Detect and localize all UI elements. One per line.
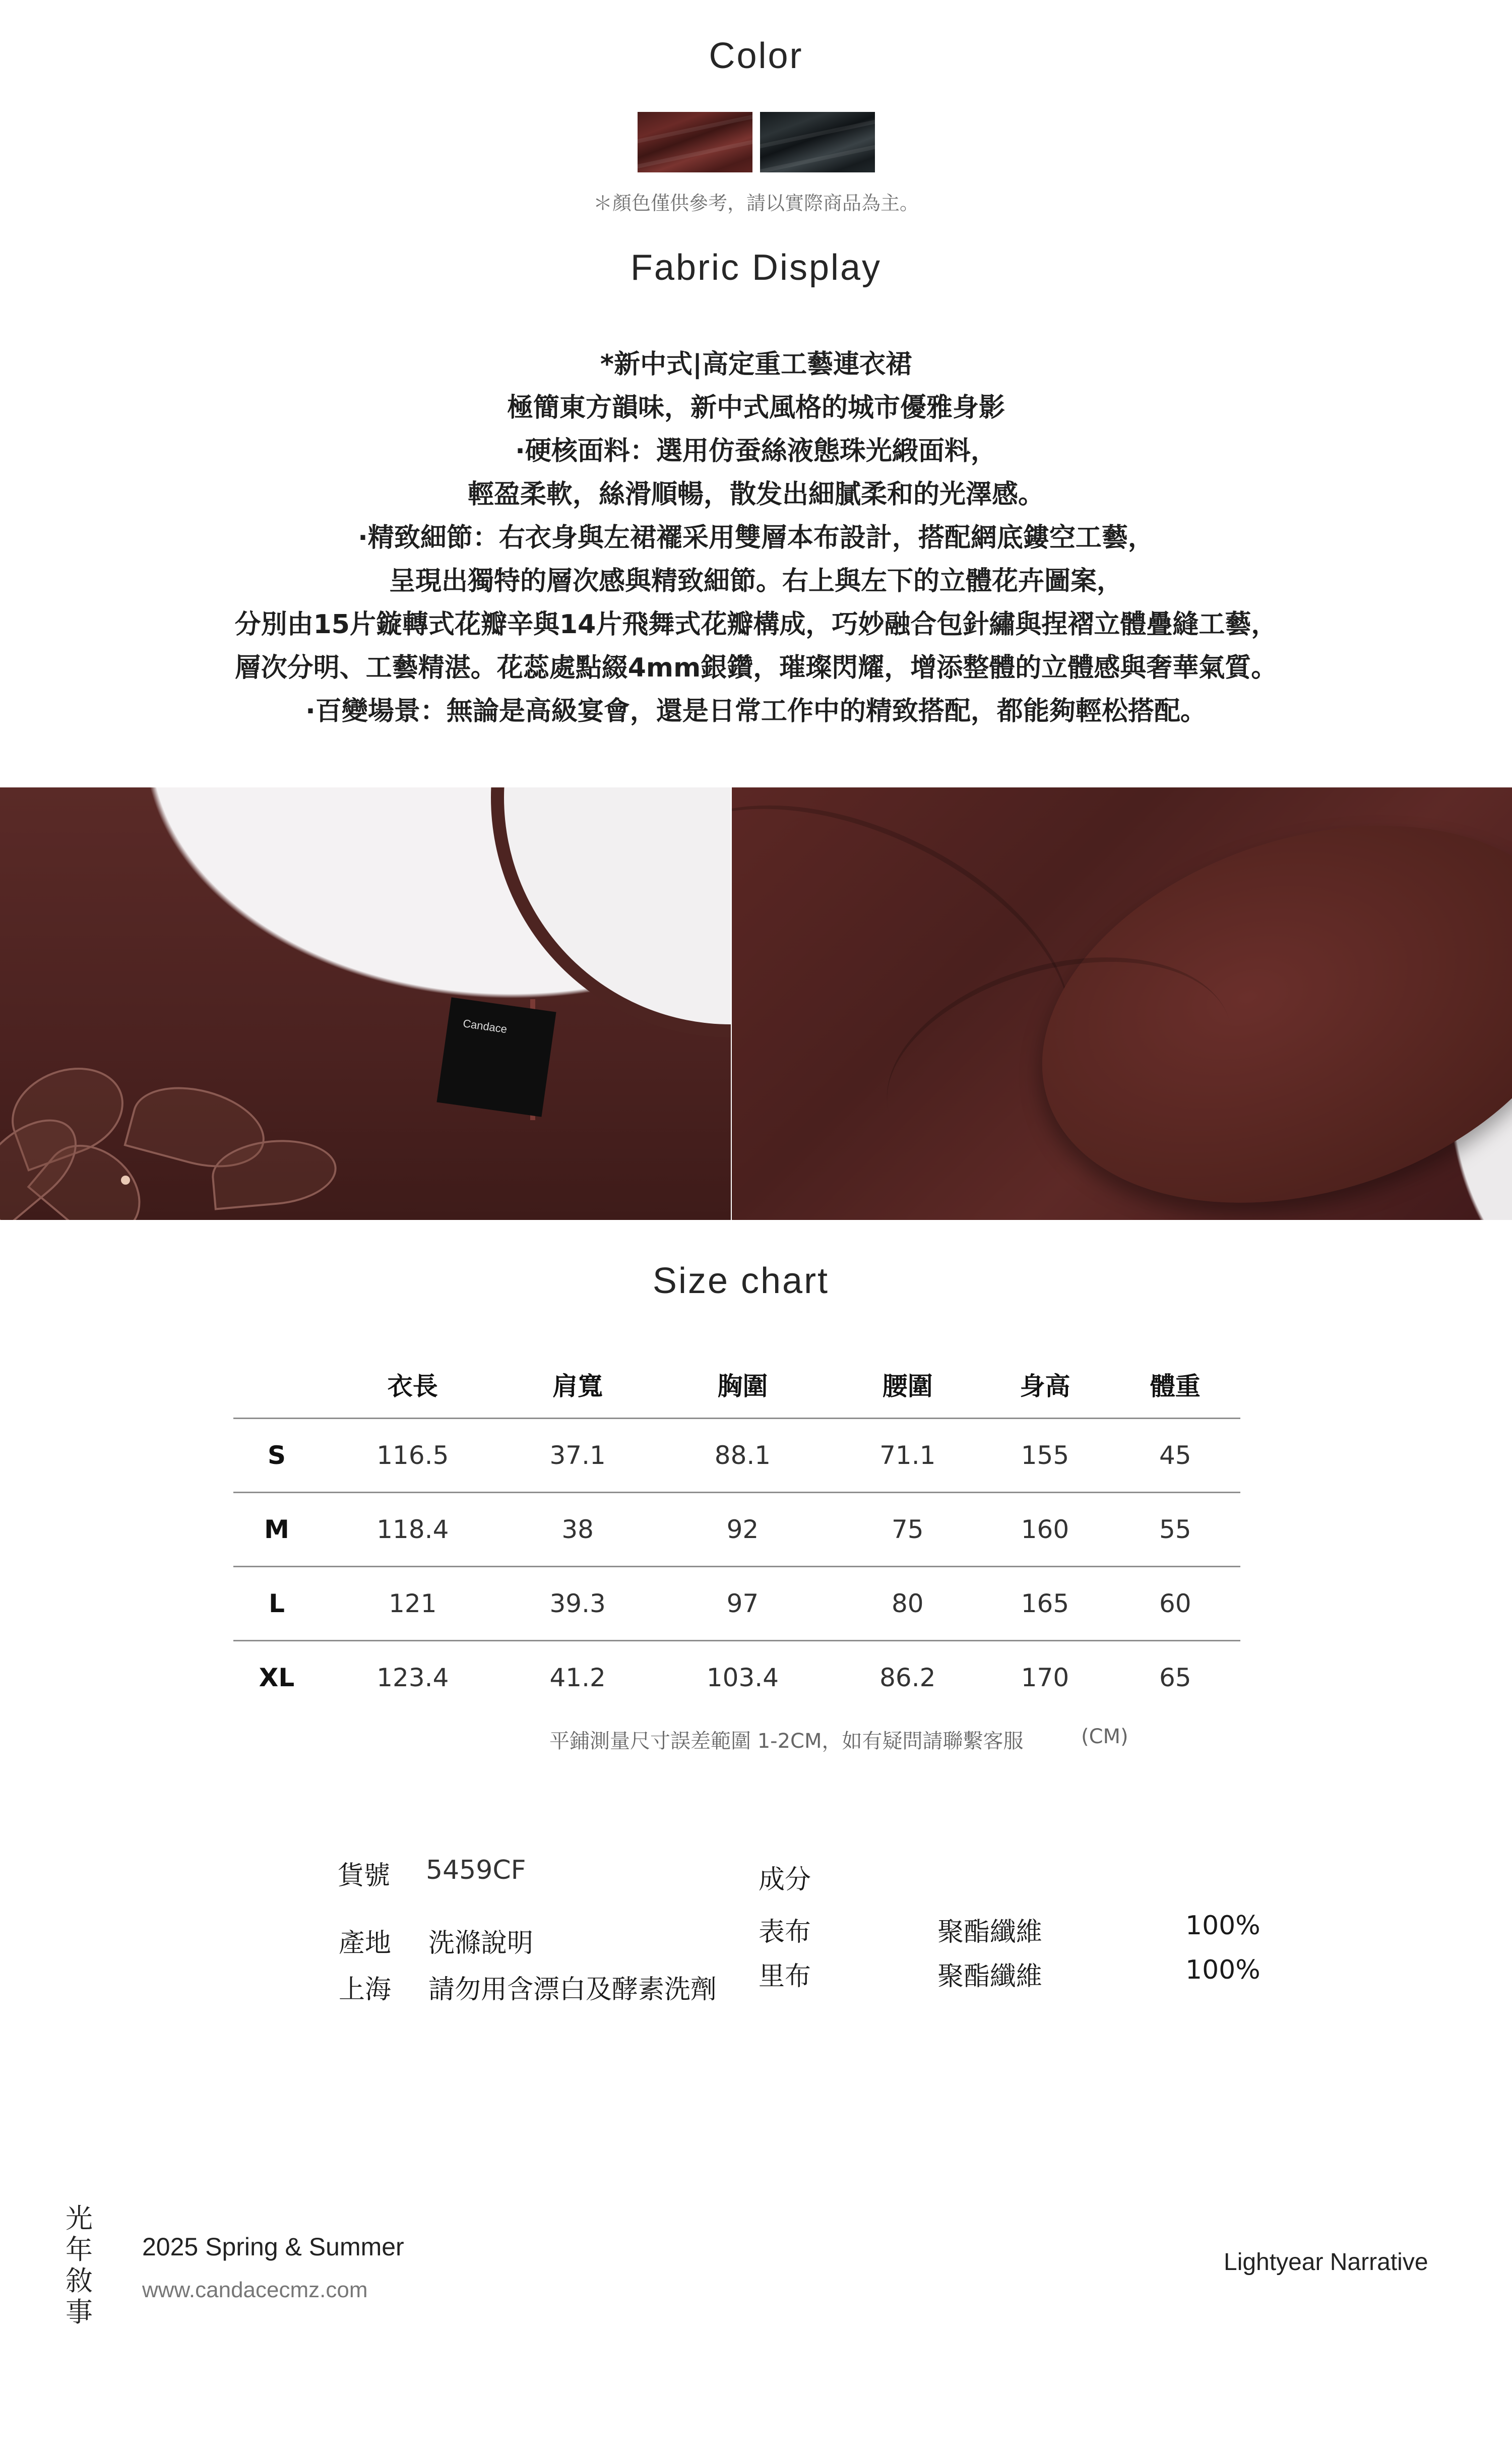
table-cell: 71.1 xyxy=(835,1419,980,1493)
color-swatch-brown[interactable] xyxy=(638,112,752,172)
col-header: 腰圍 xyxy=(882,1372,933,1401)
table-cell: 116.5 xyxy=(320,1419,506,1493)
desc-line: 層次分明、工藝精湛。花蕊處點綴4mm銀鑽，璀璨閃耀，增添整體的立體感與奢華氣質。 xyxy=(234,653,1278,683)
color-title: Color xyxy=(709,36,803,76)
table-row xyxy=(233,1567,1240,1641)
col-header: 身高 xyxy=(1020,1372,1070,1401)
table-cell: 170 xyxy=(980,1641,1110,1714)
table-cell: 103.4 xyxy=(650,1641,836,1714)
table-cell: 39.3 xyxy=(506,1567,650,1641)
table-cell: 65 xyxy=(1110,1641,1240,1714)
footer-brand-en: Lightyear Narrative xyxy=(1224,2249,1428,2276)
composition-part: 里布 xyxy=(759,1961,811,1992)
table-cell: 160 xyxy=(980,1493,1110,1567)
col-header: 衣長 xyxy=(387,1372,438,1401)
composition-part: 表布 xyxy=(759,1917,811,1947)
table-cell: 165 xyxy=(980,1567,1110,1641)
fabric-description xyxy=(0,343,1512,733)
table-cell: 97 xyxy=(650,1567,836,1641)
brand-char: 光 xyxy=(66,2202,93,2234)
brand-char: 事 xyxy=(66,2296,93,2328)
size-label: XL xyxy=(233,1641,320,1714)
table-cell: 38 xyxy=(506,1493,650,1567)
brand-label xyxy=(436,997,556,1117)
composition-percent: 100% xyxy=(1185,1911,1261,1941)
table-cell: 123.4 xyxy=(320,1641,506,1714)
desc-line: *新中式|高定重工藝連衣裙 xyxy=(600,349,912,380)
origin-value: 上海 xyxy=(339,1975,392,2005)
table-cell: 88.1 xyxy=(650,1419,836,1493)
size-header-blank xyxy=(233,1351,320,1419)
size-table xyxy=(233,1351,1240,1714)
color-swatch-black[interactable] xyxy=(760,112,875,172)
composition-material: 聚酯纖維 xyxy=(937,1917,1043,1947)
care-label: 洗滌說明 xyxy=(428,1928,534,1958)
brand-char: 年 xyxy=(66,2234,93,2265)
label-logo: Candace xyxy=(462,1017,508,1036)
desc-line: 呈現出獨特的層次感與精致細節。右上與左下的立體花卉圖案， xyxy=(389,566,1123,596)
vertical-brand xyxy=(64,2203,94,2328)
desc-line: ·百變場景：無論是高級宴會，還是日常工作中的精致搭配，都能夠輕松搭配。 xyxy=(305,696,1207,726)
desc-line: 分別由15片鏇轉式花瓣辛與14片飛舞式花瓣構成，巧妙融合包針繡與捏褶立體疊縫工藝， xyxy=(234,609,1278,640)
brand-char: 敘 xyxy=(66,2265,93,2297)
table-row xyxy=(233,1641,1240,1714)
table-cell: 80 xyxy=(835,1567,980,1641)
sku-label: 貨號 xyxy=(338,1861,391,1891)
composition-label: 成分 xyxy=(759,1865,811,1895)
desc-line: 輕盈柔軟，絲滑順暢，散发出細膩柔和的光澤感。 xyxy=(467,479,1044,510)
table-row xyxy=(233,1493,1240,1567)
col-header: 體重 xyxy=(1150,1372,1201,1401)
size-label: L xyxy=(233,1567,320,1641)
size-unit: (CM) xyxy=(1081,1725,1128,1748)
table-cell: 118.4 xyxy=(320,1493,506,1567)
table-cell: 75 xyxy=(835,1493,980,1567)
desc-line: ·硬核面料：選用仿蚕絲液態珠光緞面料， xyxy=(515,436,997,466)
col-header: 肩寬 xyxy=(552,1372,603,1401)
table-cell: 92 xyxy=(650,1493,836,1567)
color-disclaimer: ＊顏色僅供參考，請以實際商品為主。 xyxy=(593,192,919,214)
table-cell: 37.1 xyxy=(506,1419,650,1493)
sku-value: 5459CF xyxy=(426,1855,526,1885)
table-cell: 155 xyxy=(980,1419,1110,1493)
footer-season: 2025 Spring & Summer xyxy=(142,2233,404,2261)
care-value: 請勿用含漂白及酵素洗劑 xyxy=(428,1975,717,2005)
table-cell: 86.2 xyxy=(835,1641,980,1714)
table-row xyxy=(233,1419,1240,1493)
size-chart-title: Size chart xyxy=(652,1261,830,1301)
fabric-photo-neckline xyxy=(0,787,731,1220)
silver-bead xyxy=(121,1176,130,1185)
size-table-header xyxy=(233,1351,1240,1419)
size-label: M xyxy=(233,1493,320,1567)
desc-line: ·精致細節：右衣身與左裙襬采用雙層本布設計，搭配網底鏤空工藝， xyxy=(358,523,1154,553)
composition-percent: 100% xyxy=(1185,1955,1261,1985)
table-cell: 45 xyxy=(1110,1419,1240,1493)
size-label: S xyxy=(233,1419,320,1493)
footer-website[interactable]: www.candacecmz.com xyxy=(142,2278,368,2302)
composition-material: 聚酯纖維 xyxy=(937,1961,1043,1992)
size-footnote: 平鋪測量尺寸誤差範圍 1-2CM，如有疑問請聯繫客服 xyxy=(549,1730,1024,1753)
table-cell: 55 xyxy=(1110,1493,1240,1567)
desc-line: 極簡東方韻味，新中式風格的城市優雅身影 xyxy=(507,393,1005,423)
origin-label: 產地 xyxy=(339,1928,392,1958)
table-cell: 41.2 xyxy=(506,1641,650,1714)
fabric-title: Fabric Display xyxy=(630,248,882,288)
neckline-shape xyxy=(504,787,731,1024)
table-cell: 121 xyxy=(320,1567,506,1641)
col-header: 胸圍 xyxy=(717,1372,768,1401)
table-cell: 60 xyxy=(1110,1567,1240,1641)
fabric-photo-sleeve xyxy=(732,787,1512,1220)
